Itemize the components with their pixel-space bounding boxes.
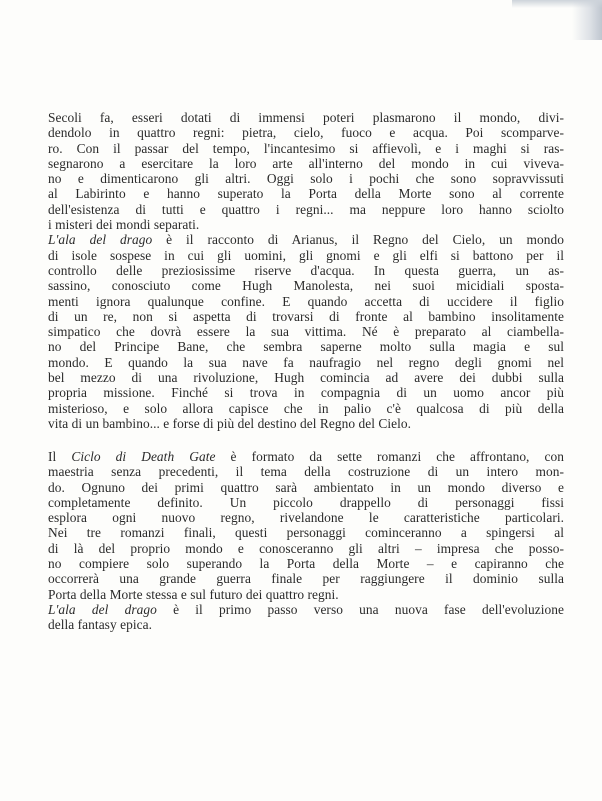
scan-shadow-top	[512, 0, 602, 8]
text-line: Nei tre romanzi finali, questi personaggi cominceranno a spingersi al	[48, 525, 564, 541]
text-fragment: è il racconto di Arianus, il Regno del Cielo, un mondo	[152, 232, 564, 248]
text-line: i misteri dei mondi separati.	[48, 217, 200, 233]
text-line: di isole sospese in cui gli uomini, gli gnomi e gli elfi si battono per il	[48, 247, 564, 263]
text-line: di là del proprio mondo e conosceranno gli altri – impresa che posso-	[48, 540, 564, 556]
text-line: Secoli fa, esseri dotati di immensi poteri plasmarono il mondo, divi-	[48, 110, 564, 125]
synopsis-block	[48, 110, 564, 431]
text-line: completamente definito. Un piccolo drappello di personaggi fissi	[48, 494, 564, 510]
text-fragment: Il	[48, 449, 72, 464]
text-line: occorrerà una grande guerra finale per raggiungere il dominio sulla	[48, 571, 564, 587]
text-line: vita di un bambino... e forse di più del destino del Regno del Cielo.	[48, 415, 412, 431]
text-line: propria missione. Finché si trova in compagnia di un uomo ancor più	[48, 385, 564, 401]
text-fragment: è il primo passo verso una nuova fase dell'evoluzione	[156, 601, 564, 617]
text-line	[48, 232, 564, 247]
text-line: segnarono a esercitare la loro arte all'interno del mondo in cui viveva-	[48, 155, 564, 171]
text-line: ro. Con il passar del tempo, l'incantesimo si affievolì, e i maghi si ras-	[48, 140, 564, 156]
text-line: dendolo in quattro regni: pietra, cielo, fuoco e acqua. Poi scomparve-	[48, 125, 564, 141]
text-fragment: è formato da sette romanzi che affrontano, con	[215, 449, 564, 464]
text-line: do. Ognuno dei primi quattro sarà ambientato in un mondo diverso e	[48, 479, 564, 495]
text-line: simpatico che dovrà essere la sua vittima. Né è preparato al ciambella-	[48, 324, 564, 340]
text-line	[48, 449, 564, 464]
series-block	[48, 449, 564, 633]
closing-paragraph	[48, 602, 564, 633]
text-line: misterioso, e solo allora capisce che in palio c'è qualcosa di più della	[48, 400, 564, 416]
text-line: di un re, non si aspetta di trovarsi di fronte al bambino insolitamente	[48, 308, 564, 324]
intro-paragraph	[48, 110, 564, 232]
text-line: mondo. E quando la sua nave fa naufragio nel regno degli gnomi nel	[48, 354, 564, 370]
text-line: bel mezzo di una rivoluzione, Hugh comincia ad avere dei dubbi sulla	[48, 370, 564, 386]
text-line: no e dimenticarono gli altri. Oggi solo i pochi che sono sopravvissuti	[48, 171, 564, 187]
text-line: no compiere solo superando la Porta della Morte – e capiranno che	[48, 556, 564, 572]
text-line: esplora ogni nuovo regno, rivelandone le caratteristiche particolari.	[48, 510, 564, 526]
text-line	[48, 602, 564, 617]
text-line: menti ignora qualunque confine. E quando accetta di uccidere il figlio	[48, 293, 564, 309]
text-line: dell'esistenza di tutti e quattro i regni... ma neppure loro hanno sciolto	[48, 201, 564, 217]
text-line: controllo delle preziosissime riserve d'acqua. In questa guerra, un as-	[48, 262, 564, 278]
plot-paragraph	[48, 232, 564, 431]
book-title: L'ala del drago	[48, 232, 153, 248]
text-line: al Labirinto e hanno superato la Porta della Morte sono al corrente	[48, 186, 564, 202]
text-line: no del Principe Bane, che sembra saperne molto sulla magia e sul	[48, 339, 564, 355]
text-line: maestria senza precedenti, il tema della costruzione di un intero mon-	[48, 464, 564, 480]
text-line: Porta della Morte stessa e sul futuro dei quattro regni.	[48, 586, 339, 602]
book-title: L'ala del drago	[48, 601, 157, 617]
text-line: sassino, conosciuto come Hugh Manolesta, nei suoi micidiali sposta-	[48, 278, 564, 294]
series-title: Ciclo di Death Gate	[71, 449, 216, 464]
series-paragraph	[48, 449, 564, 602]
text-line: della fantasy epica.	[48, 617, 152, 633]
